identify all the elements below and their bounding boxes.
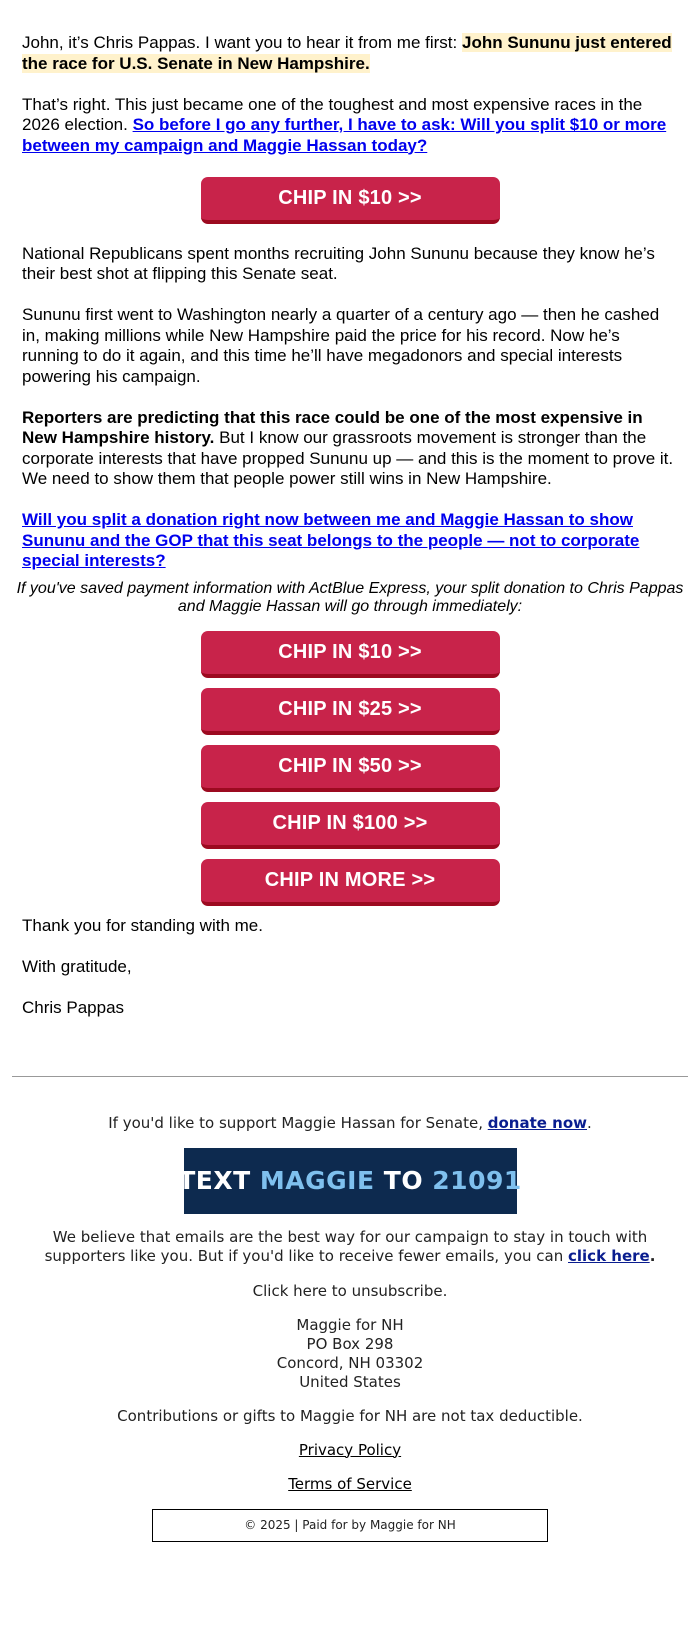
fewer-emails-link[interactable]: click here bbox=[568, 1246, 650, 1265]
donate-now-link[interactable]: donate now bbox=[487, 1113, 587, 1132]
fewer-emails-line bbox=[14, 1228, 686, 1266]
race-text: That’s right. This just became one of the toughest and most expensive races in the 2026 election. bbox=[22, 94, 643, 134]
paid-for-by-box: © 2025 | Paid for by Maggie for NH bbox=[152, 1509, 548, 1542]
unsubscribe-link[interactable]: Click here to unsubscribe. bbox=[252, 1281, 448, 1300]
banner-maggie: MAGGIE bbox=[259, 1166, 375, 1195]
chip-in-more-button[interactable]: CHIP IN MORE >> bbox=[201, 859, 500, 906]
chip-in-100-button[interactable]: CHIP IN $100 >> bbox=[201, 802, 500, 849]
split-donation-link[interactable]: So before I go any further, I have to ask: Will you split $10 or more between my campaign and Maggie Hassan today? bbox=[22, 115, 667, 155]
chip-in-10-button-top[interactable]: CHIP IN $10 >> bbox=[201, 177, 500, 224]
closing bbox=[22, 916, 678, 1019]
race-paragraph bbox=[22, 95, 678, 157]
recruiting-paragraph: National Republicans spent months recruiting John Sununu because they know he’s their best shot at flipping this Senate seat. bbox=[22, 243, 655, 283]
intro-lead: John, it’s Chris Pappas. I want you to hear it from me first: bbox=[22, 33, 462, 52]
intro-paragraph bbox=[22, 33, 678, 74]
support-text: If you'd like to support Maggie Hassan for Senate, bbox=[108, 1113, 488, 1132]
email-content-middle bbox=[22, 244, 678, 572]
support-end: . bbox=[587, 1113, 592, 1132]
privacy-policy-link[interactable]: Privacy Policy bbox=[298, 1440, 402, 1459]
reporters-paragraph bbox=[22, 408, 678, 490]
reporters-text: But I know our grassroots movement is stronger than the corporate interests that have propped Sununu up — and this is the moment to prove it. We need to show them that people power still wins in New Hampshire. bbox=[22, 428, 674, 488]
address-line-city: Concord, NH 03302 bbox=[276, 1353, 424, 1372]
reporters-bold: Reporters are predicting that this race could be one of the most expensive in New Hampshire history. bbox=[22, 407, 643, 447]
washington-paragraph: Sununu first went to Washington nearly a quarter of a century ago — then he cashed in, making millions while New Hampshire paid the price for his record. Now he’s running to do it again, and this time he’ll have megadonors and special interests powering his campaign. bbox=[22, 305, 660, 386]
signoff-text: With gratitude, bbox=[22, 956, 132, 976]
banner-pre: TEXT bbox=[178, 1166, 260, 1195]
support-line bbox=[14, 1114, 686, 1133]
banner-number: 21091 bbox=[432, 1166, 522, 1195]
mailing-address bbox=[14, 1316, 686, 1392]
chip-in-25-button[interactable]: CHIP IN $25 >> bbox=[201, 688, 500, 735]
chip-in-10-button[interactable]: CHIP IN $10 >> bbox=[201, 631, 500, 678]
email-content bbox=[22, 33, 678, 156]
thanks-text: Thank you for standing with me. bbox=[22, 915, 263, 935]
address-line-po: PO Box 298 bbox=[306, 1334, 394, 1353]
text-maggie-banner[interactable] bbox=[178, 1148, 522, 1214]
chip-in-50-button[interactable]: CHIP IN $50 >> bbox=[201, 745, 500, 792]
fewer-emails-text: We believe that emails are the best way for our campaign to stay in touch with supporters like you. But if you'd like to receive fewer emails, you can bbox=[44, 1227, 648, 1265]
fewer-emails-end: . bbox=[649, 1246, 656, 1265]
split-donation-ask-link[interactable]: Will you split a donation right now between me and Maggie Hassan to show Sununu and the GOP that this seat belongs to the people — not to corporate special interests? bbox=[22, 510, 640, 570]
intro-highlight: John Sununu just entered the race for U.S. Senate in New Hampshire. bbox=[22, 33, 672, 73]
terms-of-service-link[interactable]: Terms of Service bbox=[288, 1474, 412, 1493]
donation-button-stack bbox=[0, 631, 700, 906]
signature-name: Chris Pappas bbox=[22, 997, 125, 1017]
address-line-org: Maggie for NH bbox=[296, 1315, 404, 1334]
address-line-country: United States bbox=[299, 1372, 401, 1391]
footer bbox=[14, 1114, 686, 1509]
tax-disclaimer: Contributions or gifts to Maggie for NH are not tax deductible. bbox=[117, 1406, 583, 1425]
ask-paragraph bbox=[22, 510, 678, 572]
banner-mid: TO bbox=[374, 1166, 433, 1195]
actblue-express-note: If you've saved payment information with ActBlue Express, your split donation to Chris Pappas and Maggie Hassan will go through immediately: bbox=[16, 579, 684, 615]
